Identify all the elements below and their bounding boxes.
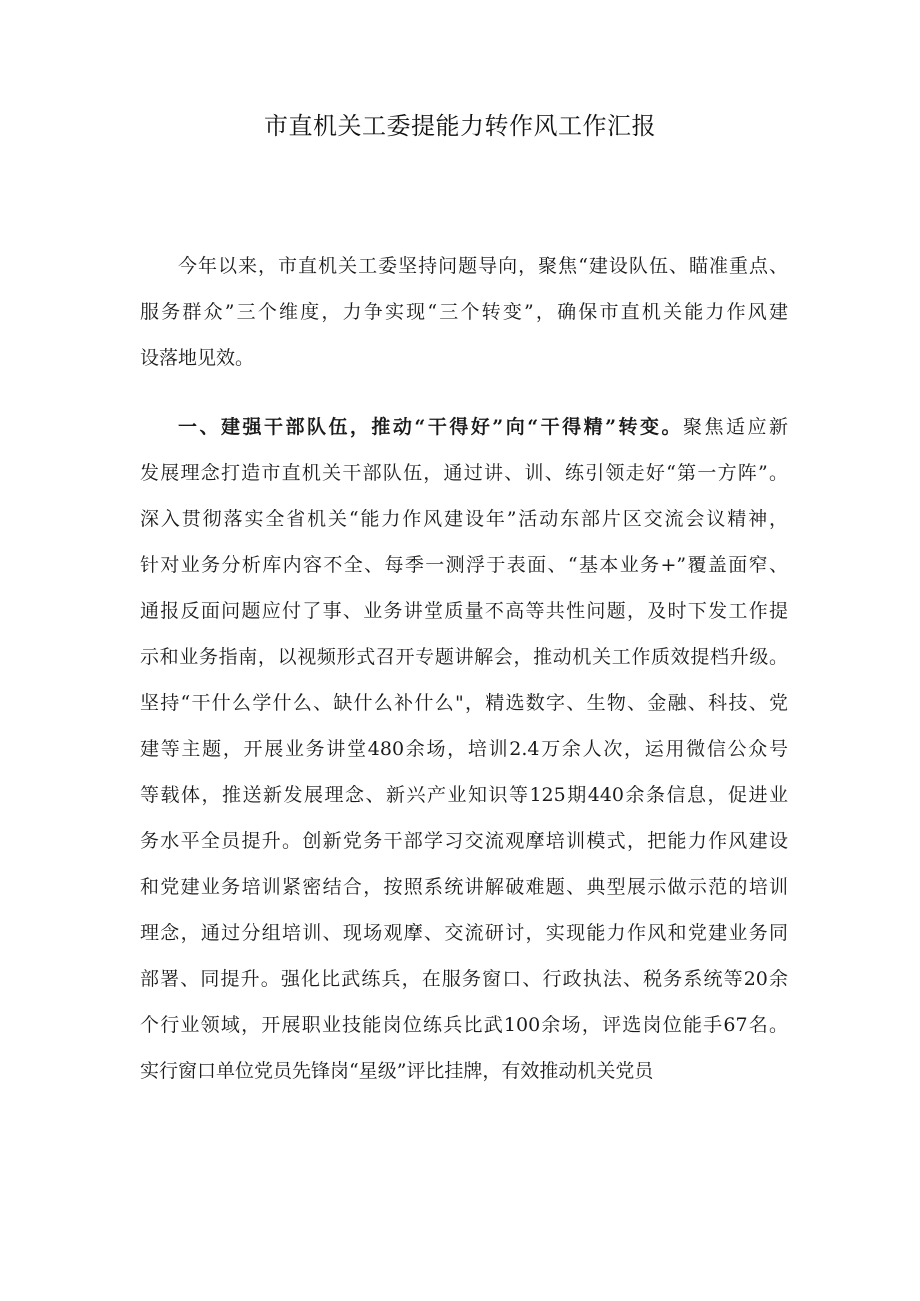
- paragraph-line: 示和业务指南，以视频形式召开专题讲解会，推动机关工作质效提档升级。: [140, 646, 788, 668]
- paragraph-line: 发展理念打造市直机关干部队伍，通过讲、训、练引领走好“第一方阵”。: [140, 462, 788, 484]
- paragraph-line: 通报反面问题应付了事、业务讲堂质量不高等共性问题，及时下发工作提: [140, 600, 788, 622]
- paragraph-line: 务水平全员提升。创新党务干部学习交流观摩培训模式，把能力作风建设: [140, 830, 788, 852]
- paragraph-line: 坚持“干什么学什么、缺什么补什么"，精选数字、生物、金融、科技、党: [140, 692, 788, 714]
- document-title: 市直机关工委提能力转作风工作汇报: [264, 112, 656, 140]
- paragraph-line: 设落地见效。: [140, 347, 255, 369]
- paragraph-line: 今年以来，市直机关工委坚持问题导向，聚焦“建设队伍、瞄准重点、: [178, 255, 788, 277]
- section-heading: 一、建强干部队伍，推动“干得好”向“干得精”转变。: [178, 416, 684, 438]
- paragraph-line: 和党建业务培训紧密结合，按照系统讲解破难题、典型展示做示范的培训: [140, 876, 788, 898]
- paragraph-line: 部署、同提升。强化比武练兵，在服务窗口、行政执法、税务系统等20余: [140, 968, 788, 990]
- paragraph-first-line: [140, 404, 788, 450]
- intro-paragraph: [140, 243, 788, 381]
- paragraph-line: 个行业领域，开展职业技能岗位练兵比武100余场，评选岗位能手67名。: [140, 1014, 788, 1036]
- paragraph-line: 针对业务分析库内容不全、每季一测浮于表面、“基本业务+”覆盖面窄、: [140, 554, 788, 576]
- paragraph-line: 建等主题，开展业务讲堂480余场，培训2.4万余人次，运用微信公众号: [140, 738, 788, 760]
- heading-line-rest: 聚焦适应新: [683, 416, 788, 438]
- paragraph-line: 理念，通过分组培训、现场观摩、交流研讨，实现能力作风和党建业务同: [140, 922, 788, 944]
- paragraph-line: 实行窗口单位党员先锋岗“星级”评比挂牌，有效推动机关党员: [140, 1060, 654, 1082]
- section-one-paragraph: [140, 404, 788, 1094]
- paragraph-line: 服务群众”三个维度，力争实现“三个转变”，确保市直机关能力作风建: [140, 301, 788, 323]
- paragraph-line: 等载体，推送新发展理念、新兴产业知识等125期440余条信息，促进业: [140, 784, 788, 806]
- paragraph-line: 深入贯彻落实全省机关“能力作风建设年”活动东部片区交流会议精神，: [140, 508, 788, 530]
